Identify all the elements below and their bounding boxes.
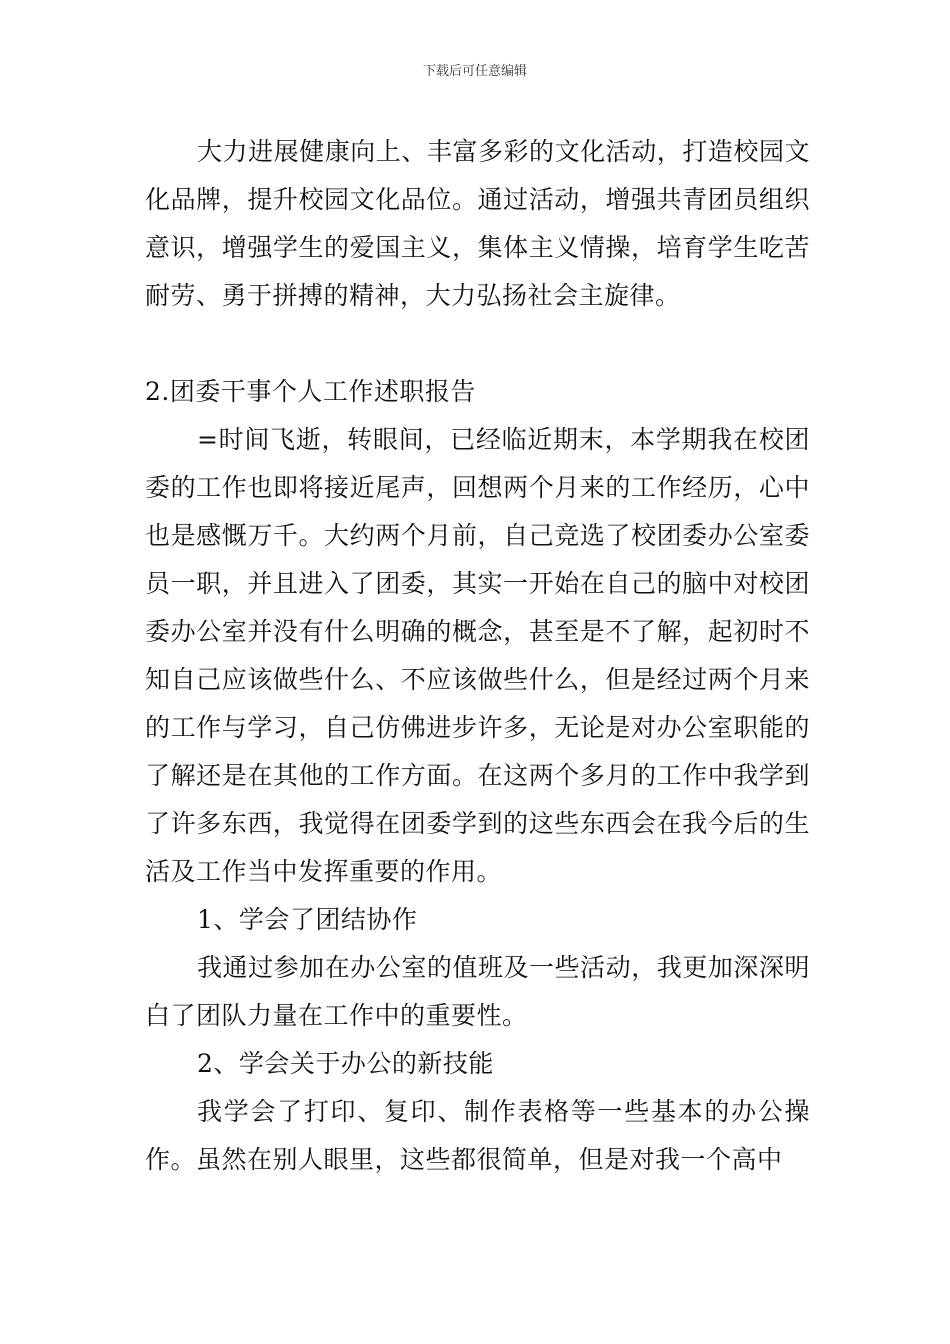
section-heading: 2.团委干事个人工作述职报告 (145, 377, 476, 406)
paragraph-report-intro: =时间飞逝，转眼间，已经临近期末，本学期我在校团委的工作也即将接近尾声，回想两个月来的工作经历，心中也是感慨万千。大约两个月前，自己竞选了校团委办公室委员一职，并且进入了团委，其实一开始在自己的脑中对校团委办公室并没有什么明确的概念，甚至是不了解，起初时不知自己应该做些什么、不应该做些什么，但是经过两个月来的工作与学习，自己仿佛进步许多，无论是对办公室职能的了解还是在其他的工作方面。在这两个多月的工作中我学到了许多东西，我觉得在团委学到的这些东西会在我今后的生活及工作当中发挥重要的作用。 (145, 425, 810, 886)
paragraph-teamwork: 我通过参加在办公室的值班及一些活动，我更加深深明白了团队力量在工作中的重要性。 (145, 953, 810, 1030)
paragraph-gap (145, 320, 810, 368)
paragraph-culture-activities: 大力进展健康向上、丰富多彩的文化活动，打造校园文化品牌，提升校园文化品位。通过活动，增强共青团员组织意识，增强学生的爱国主义，集体主义情操，培育学生吃苦耐劳、勇于拼搏的精神，大力弘扬社会主旋律。 (145, 137, 810, 310)
document-body (145, 128, 810, 1184)
subheading-teamwork: 1、学会了团结协作 (197, 905, 418, 934)
paragraph-office-skills: 我学会了打印、复印、制作表格等一些基本的办公操作。虽然在别人眼里，这些都很简单，但是对我一个高中 (145, 1097, 810, 1174)
subheading-office-skills: 2、学会关于办公的新技能 (197, 1049, 494, 1078)
page-header: 下载后可任意编辑 (422, 64, 527, 79)
